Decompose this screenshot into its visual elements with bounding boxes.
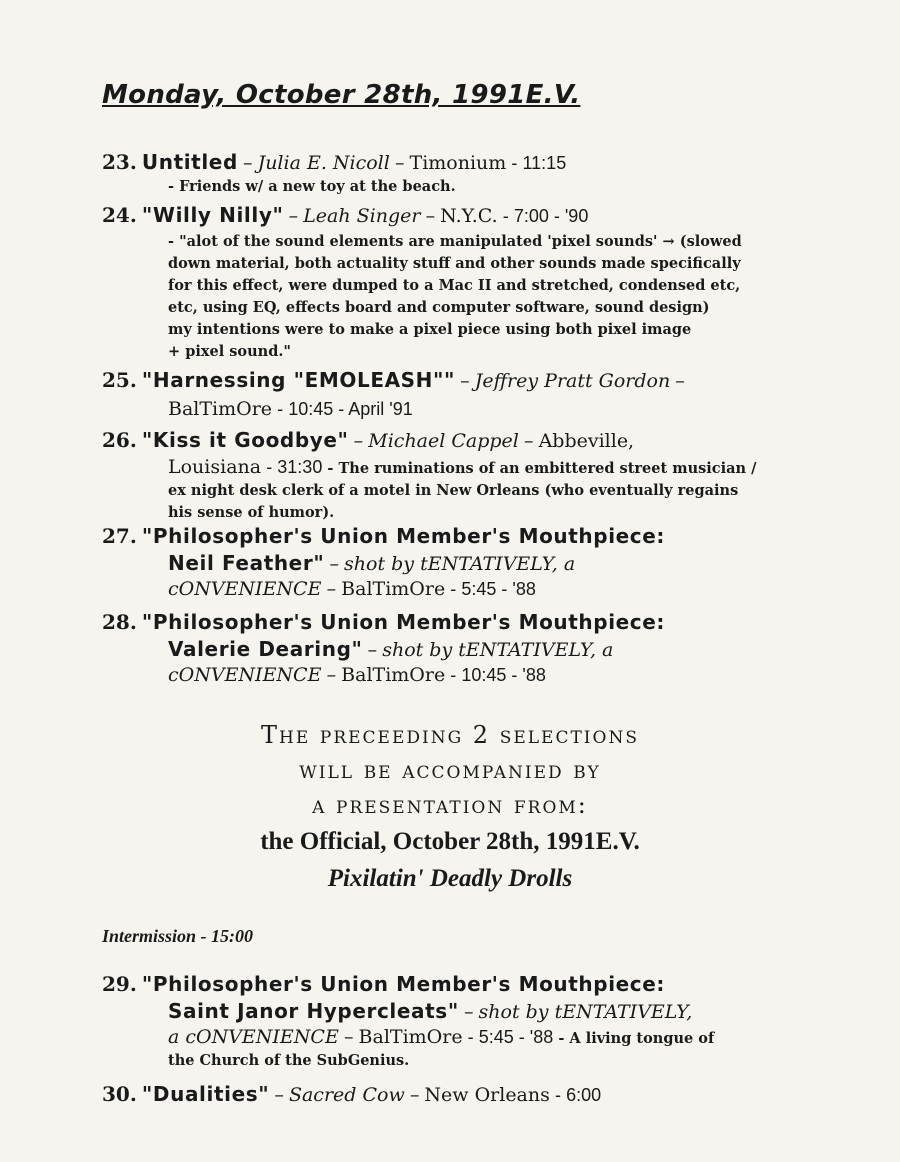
entry-title: Untitled <box>141 150 238 174</box>
description-line: ex night desk clerk of a motel in New Orleans (who eventually regains <box>168 482 739 499</box>
entry-author: shot by tENTATIVELY, a <box>382 639 614 661</box>
separator: – <box>463 1001 474 1023</box>
entry-dash: - <box>450 665 457 685</box>
entry-author: Julia E. Nicoll <box>257 152 390 174</box>
entry-dash: - <box>554 1085 561 1105</box>
entry-author: Michael Cappel <box>368 430 519 452</box>
entry-author: Jeffrey Pratt Gordon <box>474 370 671 392</box>
program-entry-30 <box>102 1082 862 1106</box>
entry-author: shot by tENTATIVELY, <box>478 1001 693 1023</box>
entry-dash: - <box>450 579 457 599</box>
separator: – <box>274 1084 284 1106</box>
entry-title-continued: Saint Janor Hypercleats" <box>168 999 459 1023</box>
entry-author: Leah Singer <box>303 205 421 227</box>
entry-dash: - <box>511 153 518 173</box>
entry-number: 25. <box>102 368 137 392</box>
entry-title-continued: Neil Feather" <box>168 551 325 575</box>
intermission-label: Intermission - 15:00 <box>102 926 254 946</box>
notice-line: will be accompanied by <box>299 756 601 784</box>
page-title: Monday, October 28th, 1991E.V. <box>102 80 581 110</box>
program-entry-29 <box>102 972 862 1072</box>
program-entry-27 <box>102 524 862 600</box>
entry-dash: - <box>502 206 509 226</box>
entry-place: BalTimOre <box>341 664 446 686</box>
description-line: for this effect, were dumped to a Mac II and stretched, condensed etc, <box>168 277 741 294</box>
entry-title: "Kiss it Goodbye" <box>141 428 349 452</box>
entry-description: - The ruminations of an embittered street musician / <box>327 460 757 477</box>
separator: – <box>394 152 405 174</box>
entry-time: 31:30 <box>277 457 323 477</box>
notice-line: Pixilatin' Deadly Drolls <box>327 865 573 892</box>
entry-place: BalTimOre <box>168 398 273 420</box>
entry-number: 24. <box>102 203 137 227</box>
entry-time: 7:00 - '90 <box>513 206 589 226</box>
entry-number: 28. <box>102 610 137 634</box>
separator: – <box>675 370 685 392</box>
separator: – <box>329 553 339 575</box>
program-entry-24 <box>102 203 862 363</box>
entry-title: "Harnessing "EMOLEASH"" <box>141 368 456 392</box>
entry-time: 11:15 <box>522 153 567 173</box>
program-entry-25 <box>102 368 862 420</box>
entry-time: 6:00 <box>566 1085 602 1105</box>
separator: – <box>288 205 299 227</box>
description-line: - "alot of the sound elements are manipulated 'pixel sounds' → (slowed <box>168 233 742 250</box>
separator: – <box>460 370 470 392</box>
entry-number: 27. <box>102 524 137 548</box>
entry-place: New Orleans <box>424 1084 550 1106</box>
entry-place: Abbeville, <box>538 430 635 452</box>
entry-time: 5:45 - '88 <box>478 1027 554 1047</box>
separator: – <box>326 664 337 686</box>
description-line: + pixel sound." <box>168 343 291 360</box>
separator: – <box>353 430 364 452</box>
notice-line: the Official, October 28th, 1991E.V. <box>260 828 640 855</box>
entry-author-continued: cONVENIENCE <box>168 664 322 686</box>
entry-number: 29. <box>102 972 137 996</box>
description-line: down material, both actuality stuff and other sounds made specifically <box>168 255 741 272</box>
separator: – <box>343 1026 354 1048</box>
program-entry-28 <box>102 610 862 686</box>
entry-author: shot by tENTATIVELY, a <box>344 553 576 575</box>
description-line: etc, using EQ, effects board and computer software, sound design) <box>168 299 710 316</box>
entry-description: - A living tongue of <box>558 1030 715 1047</box>
description-line: my intentions were to make a pixel piece using both pixel image <box>168 321 692 338</box>
entry-description: - Friends w/ a new toy at the beach. <box>168 178 456 195</box>
entry-description-continued: the Church of the SubGenius. <box>168 1052 410 1069</box>
entry-description <box>102 231 862 363</box>
entry-title: "Philosopher's Union Member's Mouthpiece: <box>141 610 666 634</box>
entry-author: Sacred Cow <box>288 1084 405 1106</box>
entry-time: 10:45 - April '91 <box>288 399 413 419</box>
entry-dash: - <box>266 457 273 477</box>
separator: – <box>523 430 534 452</box>
entry-title: "Willy Nilly" <box>141 203 284 227</box>
entry-number: 30. <box>102 1082 137 1106</box>
presentation-notice <box>0 718 900 897</box>
entry-number: 26. <box>102 428 137 452</box>
separator: – <box>409 1084 420 1106</box>
entry-number: 23. <box>102 150 137 174</box>
notice-line: The preceeding 2 selections <box>261 721 639 749</box>
separator: – <box>425 205 436 227</box>
entry-dash: - <box>277 399 284 419</box>
separator: – <box>326 578 337 600</box>
entry-dash: - <box>467 1027 474 1047</box>
notice-line: a presentation from: <box>312 791 588 819</box>
entry-title-continued: Valerie Dearing" <box>168 637 363 661</box>
entry-time: 10:45 - '88 <box>461 665 546 685</box>
description-line: his sense of humor). <box>168 504 335 521</box>
entry-time: 5:45 - '88 <box>461 579 536 599</box>
entry-title: "Philosopher's Union Member's Mouthpiece: <box>141 972 666 996</box>
separator: – <box>367 639 378 661</box>
program-entry-23 <box>102 150 862 198</box>
entry-place: N.Y.C. <box>440 205 498 227</box>
program-entry-26 <box>102 428 862 524</box>
entry-author-continued: cONVENIENCE <box>168 578 322 600</box>
entry-title: "Dualities" <box>141 1082 270 1106</box>
entry-description-continued <box>102 480 862 524</box>
entry-place: Timonium <box>409 152 507 174</box>
entry-place: BalTimOre <box>341 578 446 600</box>
entry-title: "Philosopher's Union Member's Mouthpiece: <box>141 524 666 548</box>
entry-author-continued: a cONVENIENCE <box>168 1026 339 1048</box>
entry-place: BalTimOre <box>358 1026 463 1048</box>
separator: – <box>242 152 253 174</box>
entry-place-continued: Louisiana <box>168 456 262 478</box>
